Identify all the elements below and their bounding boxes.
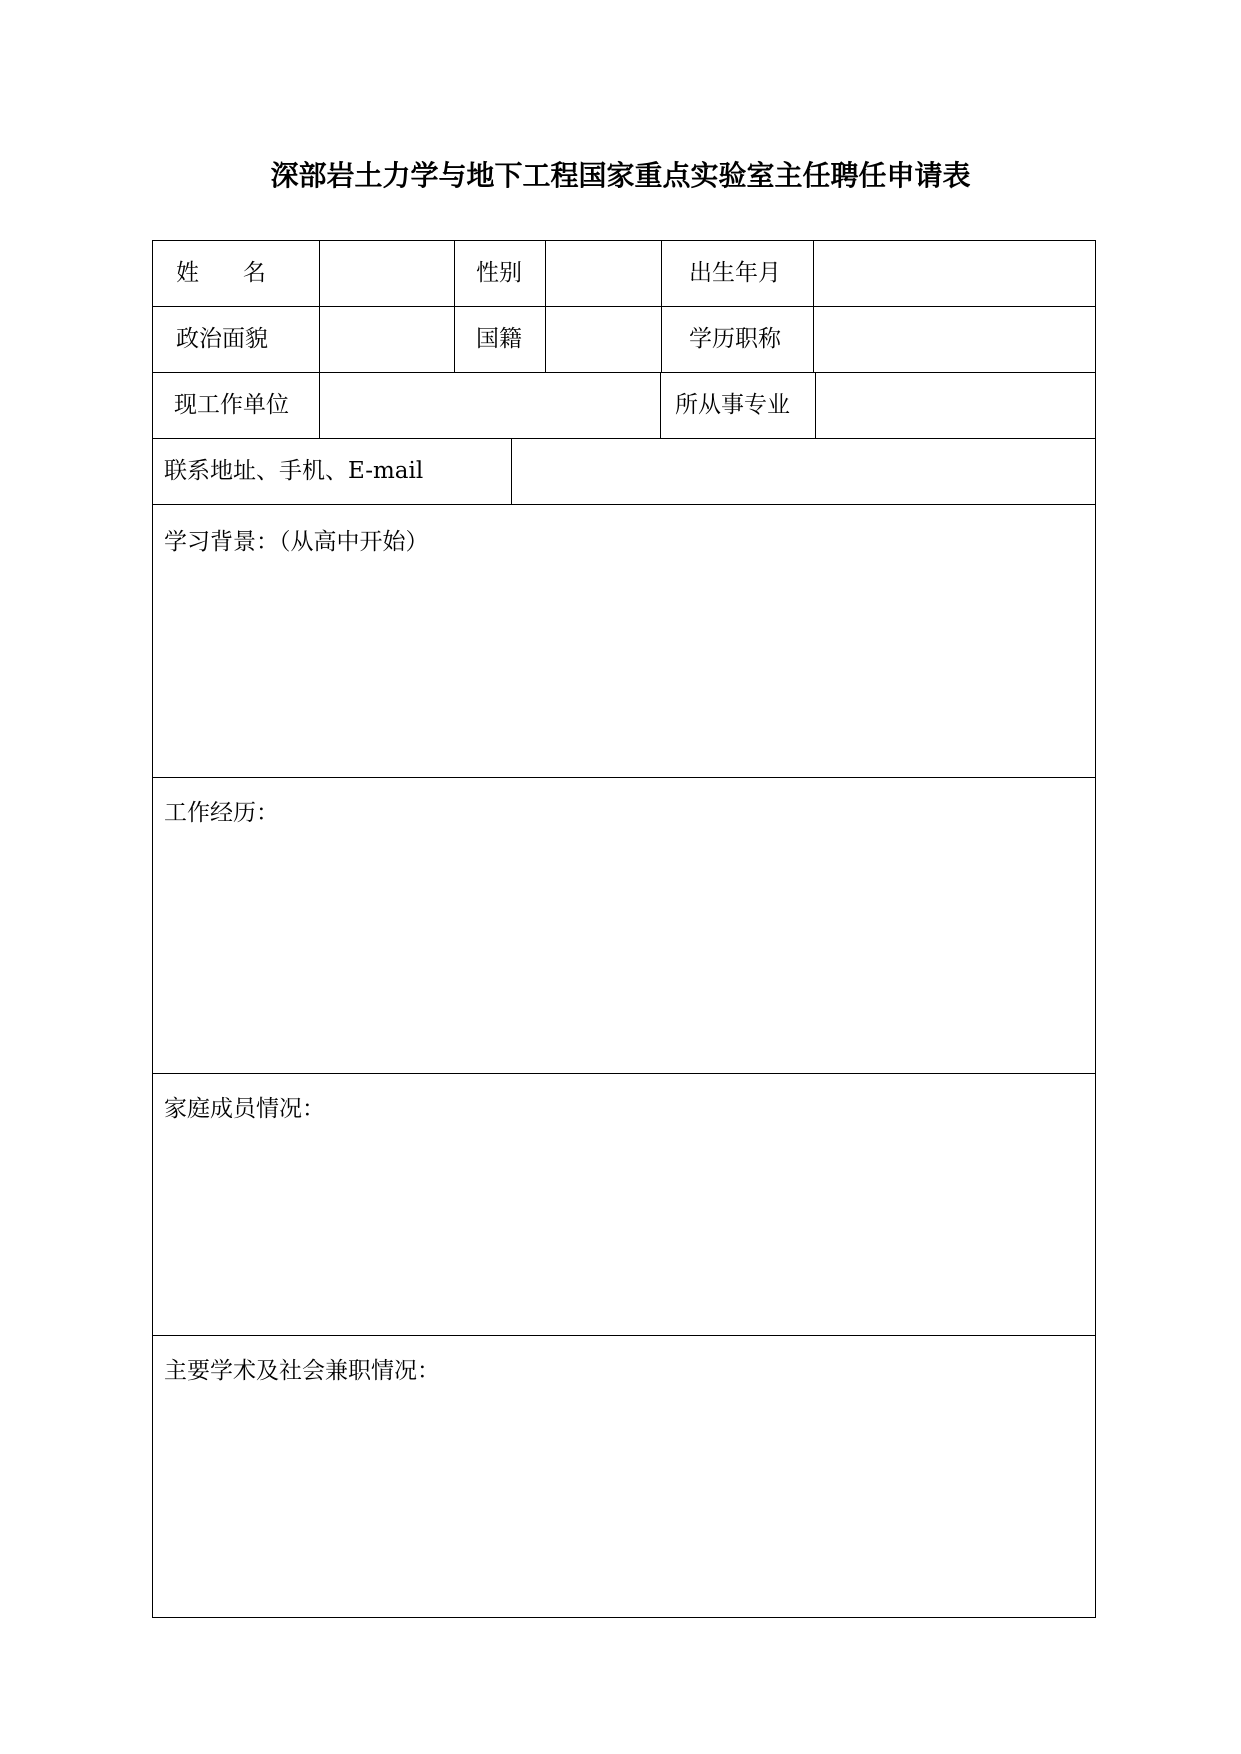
birth-date-label: 出生年月 (689, 260, 781, 286)
political-status-label: 政治面貌 (176, 326, 268, 352)
specialty-label: 所从事专业 (675, 392, 790, 418)
form-border-right (1095, 240, 1096, 1618)
study-background-label: 学习背景：（从高中开始） (164, 529, 429, 555)
work-experience-field[interactable] (153, 831, 1095, 1073)
family-members-field[interactable] (153, 1127, 1095, 1335)
row-divider (152, 1073, 1096, 1074)
education-title-field[interactable] (814, 307, 1095, 372)
page-title: 深部岩土力学与地下工程国家重点实验室主任聘任申请表 (270, 159, 971, 192)
name-field[interactable] (320, 241, 454, 306)
gender-field[interactable] (546, 241, 661, 306)
row-divider (152, 504, 1096, 505)
row-divider (152, 777, 1096, 778)
col-divider (660, 372, 661, 438)
workplace-field[interactable] (320, 373, 660, 438)
work-experience-label: 工作经历： (164, 800, 279, 826)
study-background-field[interactable] (153, 560, 1095, 777)
application-form (152, 240, 1096, 1618)
row-divider (152, 1335, 1096, 1336)
nationality-field[interactable] (546, 307, 661, 372)
specialty-field[interactable] (816, 373, 1095, 438)
col-divider (661, 240, 662, 372)
name-label: 姓 名 (176, 260, 266, 286)
political-status-field[interactable] (320, 307, 454, 372)
form-border-bottom (152, 1617, 1096, 1618)
birth-date-field[interactable] (814, 241, 1095, 306)
family-members-label: 家庭成员情况： (164, 1096, 325, 1122)
contact-field[interactable] (512, 439, 1095, 504)
academic-positions-field[interactable] (153, 1389, 1095, 1617)
gender-label: 性别 (476, 260, 522, 286)
contact-label: 联系地址、手机、E-mail (164, 458, 424, 484)
academic-positions-label: 主要学术及社会兼职情况： (164, 1358, 440, 1384)
education-title-label: 学历职称 (689, 326, 781, 352)
nationality-label: 国籍 (476, 326, 522, 352)
col-divider (454, 240, 455, 372)
workplace-label: 现工作单位 (174, 392, 289, 418)
